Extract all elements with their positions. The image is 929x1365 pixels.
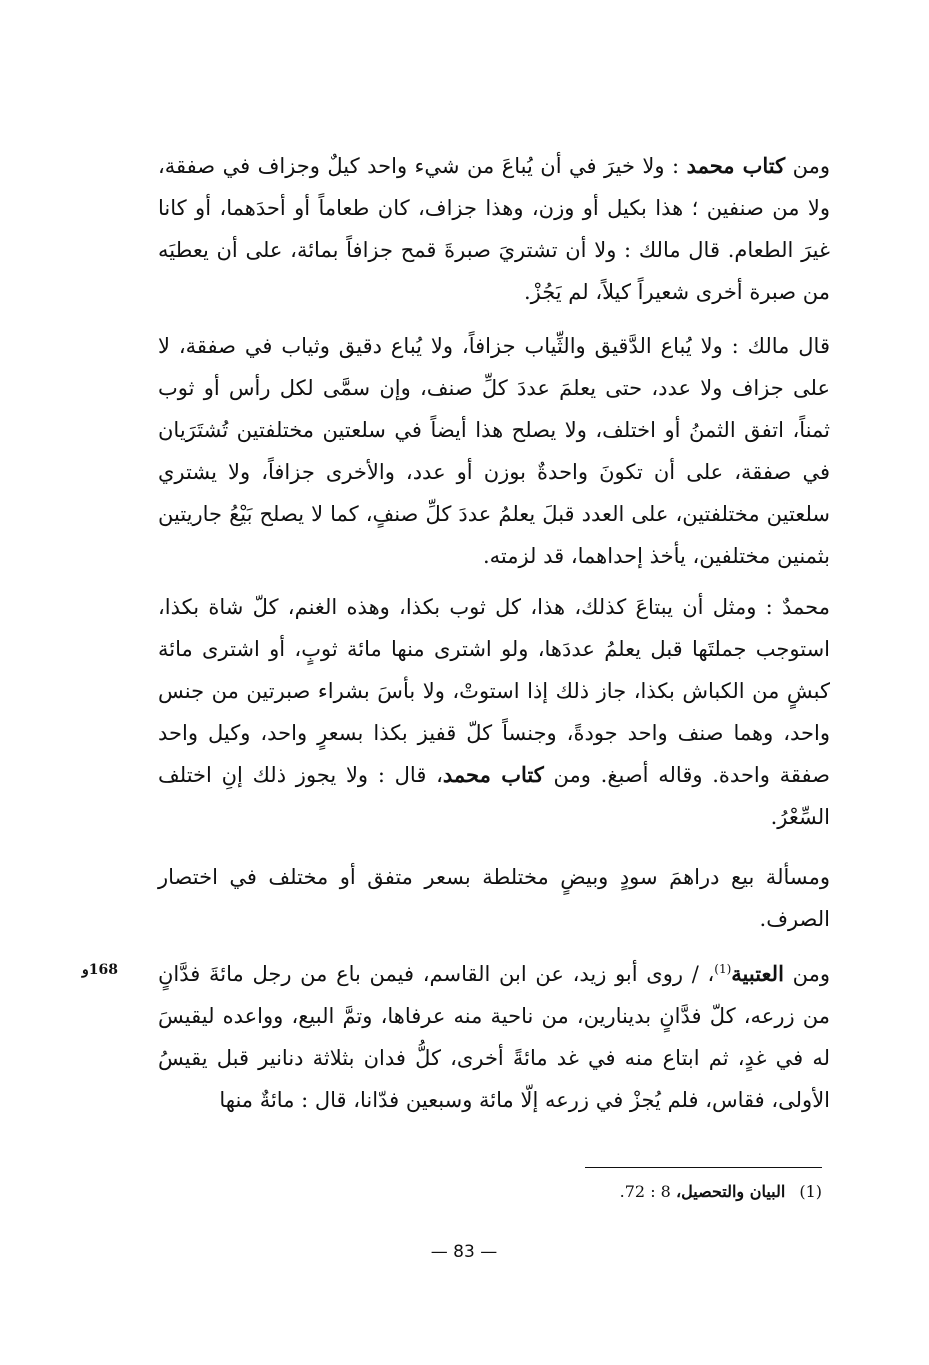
footnote-ref: (1): [714, 962, 732, 976]
paragraph-5: [158, 948, 830, 1121]
footnote-number: (1): [799, 1182, 822, 1201]
paragraph-text: ومن كتاب محمد : ولا خيرَ في أن يُباعَ من شيء واحد كيلٌ وجزاف في صفقة، ولا من صنفين ؛ هذا بكيل أو وزن، وهذا جزاف، كان طعاماً أو أحدَهما، أو كانا غيرَ الطعام. قال مالك : ولا أن تشتريَ صبرةَ قمح جزافاً بمائة، على أن يعطيَه من صبرة أخرى شعيراً كيلاً، لم يَجُزْ.: [158, 153, 831, 304]
footnote-ref-pages: 8 : 72.: [619, 1182, 671, 1201]
paragraph-text: قال مالك : ولا يُباع الدَّقيق والثِّياب جزافاً، ولا يُباع دقيق وثياب في صفقة، لا على جزاف ولا عدد، حتى يعلمَ عددَ كلِّ صنف، وإن سمَّى لكل رأس أو ثوب ثمناً، اتفق الثمنُ أو اختلف، ولا يصلح هذا أيضاً في سلعتين مختلفتين تُشتَرَيان في صفقة، على أن تكونَ واحدةٌ بوزن أو عدد، والأخرى جزافاً، ولا يشتري سلعتين مختلفتين، على العدد قبلَ يعلمُ عددَ كلِّ صنفٍ، كما لا يصلح بَيْعُ جاريتين بثمنين مختلفين، يأخذ إحداهما، قد لزمته.: [158, 334, 830, 568]
paragraph-4: [158, 856, 830, 940]
paragraph-3: [158, 586, 830, 838]
paragraph-text: محمدٌ : ومثل أن يبتاعَ كذلك، هذا، كل ثوب بكذا، وهذه الغنم، كلّ شاة بكذا، استوجب جملتَها قبل يعلمُ عددَها، ولو اشترى منها مائة ثوبٍ، أو اشترى مائة كبشٍ من الكباش بكذا، جاز ذلك إذا استوتْ، ولا بأسَ بشراء صبرتين من جنس واحد، وهما صنف واحد جودةً، وجنساً كلّ قفيز بكذا بسعرٍ واحد، وكيل واحد صفقة واحدة. وقاله أصبغ. ومن كتاب محمد، قال : ولا يجوز ذلك إنِ اختلف السِّعْرُ.: [158, 595, 830, 829]
paragraph-text: ومسألة بيع دراهمَ سودٍ وبيضٍ مختلطة بسعر متفق أو مختلف في اختصار الصرف.: [158, 865, 830, 931]
book-title: كتاب محمد: [686, 153, 786, 178]
footnote: [500, 1180, 822, 1204]
book-title: العتبية: [731, 961, 784, 986]
page-number: — 83 —: [430, 1242, 498, 1262]
book-title: كتاب محمد: [442, 762, 544, 787]
manuscript-folio-note: 168و: [82, 962, 118, 978]
footnote-source: البيان والتحصيل،: [675, 1182, 786, 1201]
paragraph-1: [158, 145, 830, 313]
paragraph-2: [158, 325, 830, 577]
footnote-divider: [585, 1167, 822, 1168]
paragraph-text: ومن العتبية$^{(1)}$، / روى أبو زيد، عن ابن القاسم، فيمن باع من رجل مائةَ فدَّانٍ من زرعه، كلّ فدَّانٍ بدينارين، من ناحية منه عرفاها، وتمَّ البيع، وواعده ليقيسَ له في غدٍ، ثم ابتاع منه في غد مائةً أخرى، كلُّ فدان بثلاثة دنانير قبل يقيسُ الأولى، فقاس، فلم يُجزْ في زرعه إلّا مائة وسبعين فدّانا، قال : مائةٌ منها: [158, 961, 830, 1112]
